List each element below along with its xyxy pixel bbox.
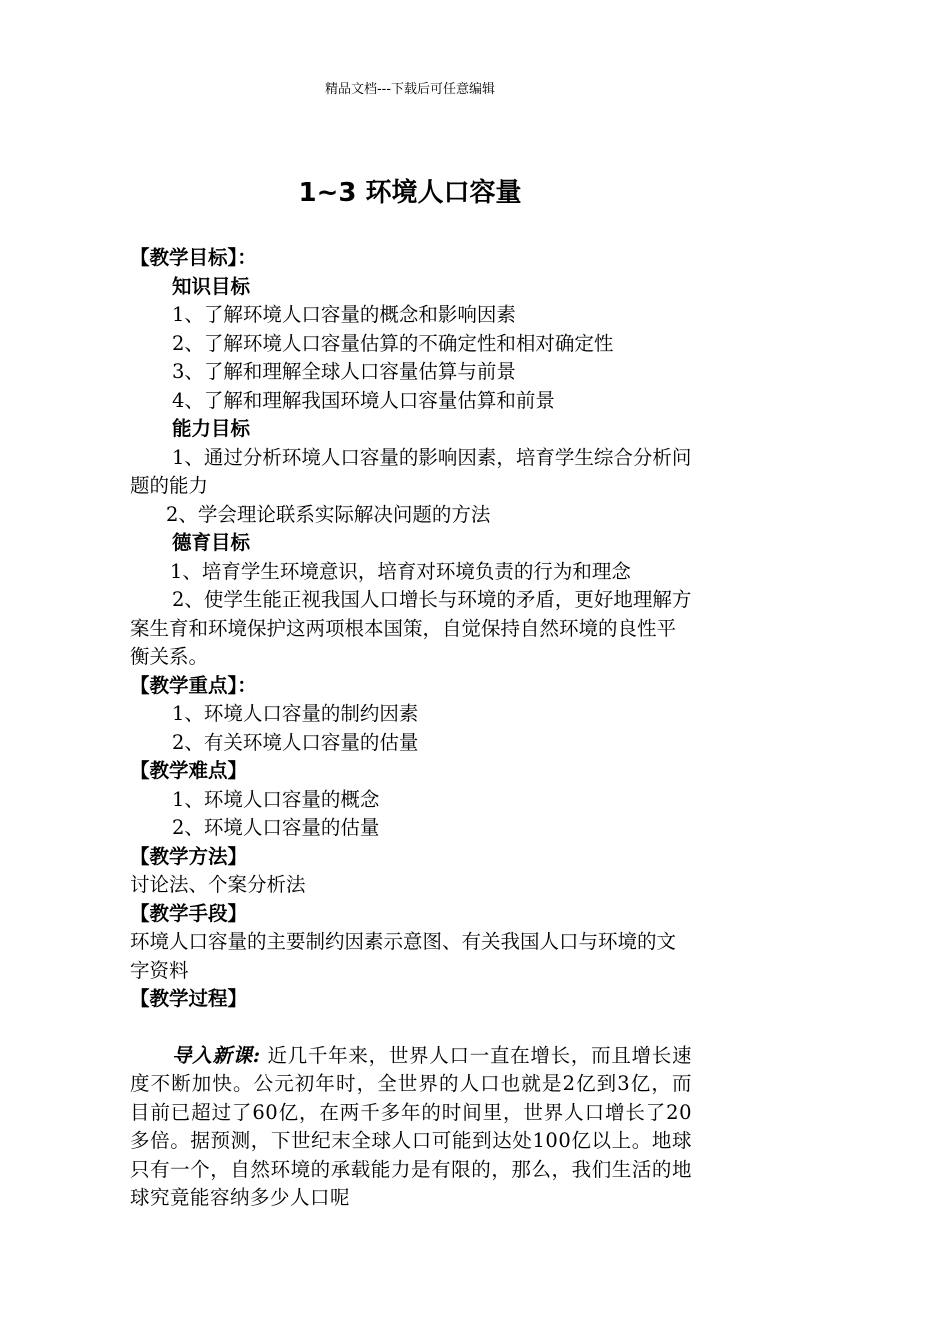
page-header: 精品文档---下载后可任意编辑 (324, 82, 496, 97)
difficulty-item: 2、环境人口容量的估量 (172, 816, 380, 839)
ability-objective-item: 2、学会理论联系实际解决问题的方法 (166, 502, 491, 526)
objectives-heading: 【教学目标】： (130, 246, 257, 269)
means-text: 环境人口容量的主要制约因素示意图、有关我国人口与环境的文字资料 (130, 930, 677, 982)
knowledge-objectives-heading: 知识目标 (172, 274, 251, 298)
key-point-item: 1、环境人口容量的制约因素 (172, 702, 419, 725)
ability-objectives-heading: 能力目标 (172, 417, 251, 440)
process-heading: 【教学过程】 (130, 987, 248, 1010)
key-points-heading: 【教学重点】： (130, 673, 257, 697)
methods-text: 讨论法、个案分析法 (130, 873, 306, 896)
knowledge-objective-item: 4、了解和理解我国环境人口容量估算和前景 (172, 388, 555, 412)
intro-text: 近几千年来，世界人口一直在增长，而且增长速度不断加快。公元初年时，全世界的人口也就是2亿到3亿，而目前已超过了60亿，在两千多年的时间里，世界人口增长了20多倍。据预测，下世纪末全球人口可能到达处100亿以上。地球只有一个，自然环境的承载能力是有限的，那么，我们生活的地球究竟能容纳多少人口呢 (130, 1043, 692, 1209)
moral-objective-item: 1、培育学生环境意识，培育对环境负责的行为和理念 (170, 559, 631, 583)
difficulty-item: 1、环境人口容量的概念 (172, 787, 380, 811)
difficulties-heading: 【教学难点】 (130, 759, 248, 782)
document-title: 1~3 环境人口容量 (298, 178, 522, 208)
intro-paragraph (130, 1042, 692, 1213)
moral-objectives-heading: 德育目标 (172, 531, 251, 554)
knowledge-objective-item: 2、了解环境人口容量估算的不确定性和相对确定性 (172, 331, 614, 355)
knowledge-objective-item: 3、了解和理解全球人口容量估算与前景 (172, 360, 516, 383)
means-heading: 【教学手段】 (130, 901, 248, 925)
knowledge-objective-item: 1、了解环境人口容量的概念和影响因素 (172, 303, 516, 326)
blank-line (130, 1014, 692, 1042)
intro-lead: 导入新课: (172, 1043, 261, 1067)
methods-heading: 【教学方法】 (130, 844, 248, 868)
ability-objective-item: 1、通过分析环境人口容量的影响因素，培育学生综合分析问题的能力 (130, 445, 692, 497)
key-point-item: 2、有关环境人口容量的估量 (172, 730, 419, 754)
document-body (130, 244, 692, 1213)
moral-objective-item: 2、使学生能正视我国人口增长与环境的矛盾，更好地理解方案生育和环境保护这两项根本国策，自觉保持自然环境的良性平衡关系。 (130, 588, 692, 668)
